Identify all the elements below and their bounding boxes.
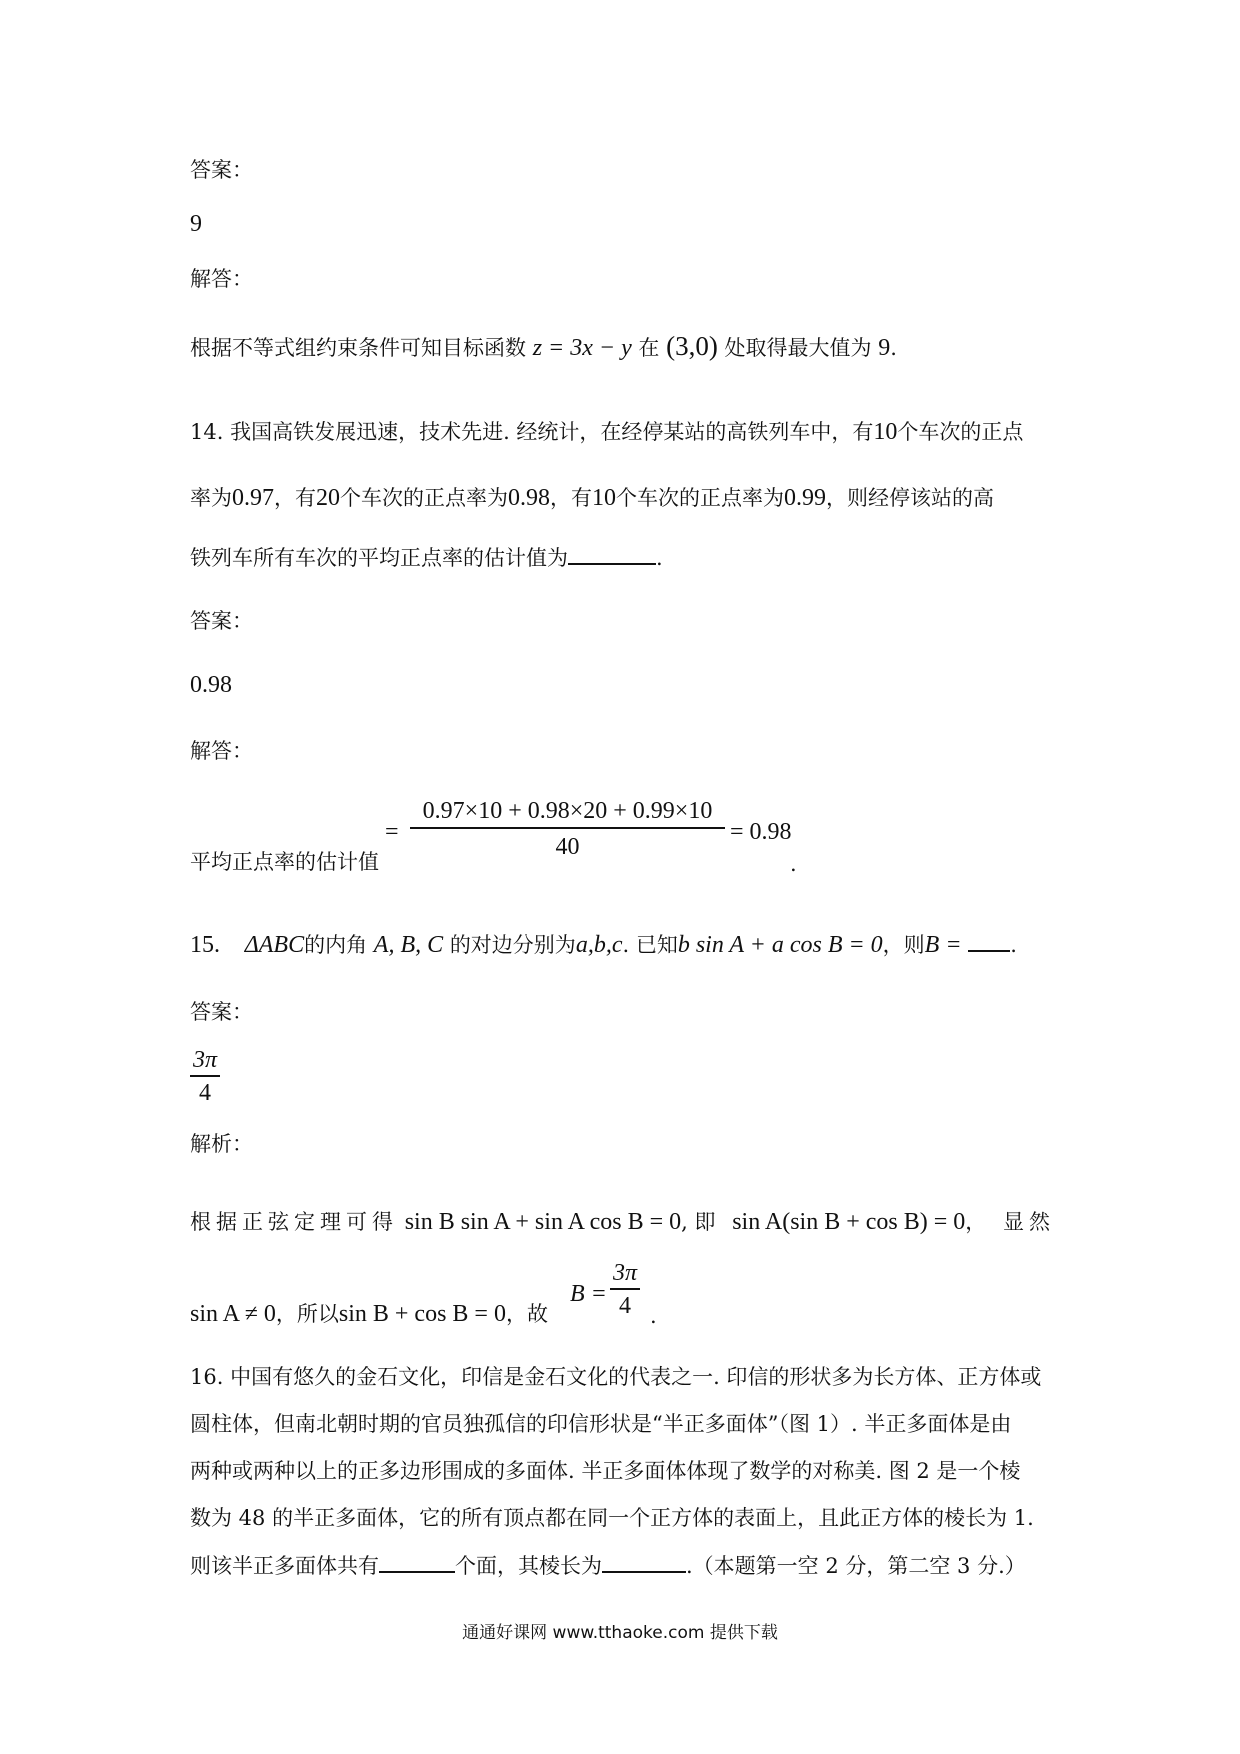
q14-text: 率为 xyxy=(190,486,232,510)
q14-line-2 xyxy=(190,484,994,512)
answer-blank xyxy=(379,1551,455,1573)
q16-text: .（本题第一空 2 分，第二空 3 分.） xyxy=(686,1554,1026,1578)
q15-answer-denominator: 4 xyxy=(199,1080,212,1106)
q14-fraction xyxy=(410,795,725,865)
page-footer: 通通好课网 www.tthaoke.com 提供下载 xyxy=(462,1623,778,1643)
answer-label: 答案： xyxy=(190,609,253,633)
q15-text: 的对边分别为 xyxy=(449,933,576,957)
q14-text: . xyxy=(656,546,663,570)
q15-end: . xyxy=(650,1304,657,1328)
q14-fraction-denominator: 40 xyxy=(555,834,580,860)
q15-triangle: ΔABC xyxy=(244,932,305,958)
q14-rate-1: 0.97 xyxy=(232,485,274,511)
q14-equals: = xyxy=(385,819,399,845)
q16-text: 则该半正多面体共有 xyxy=(190,1554,379,1578)
q13-answer: 9 xyxy=(190,211,202,237)
q15-ask: B = xyxy=(924,932,962,958)
q15-condition: b sin A + a cos B = 0 xyxy=(677,932,883,958)
q13-solution xyxy=(190,332,897,362)
q15-text: ， 显然 xyxy=(965,1210,1055,1234)
q14-text: ，有 xyxy=(274,486,316,510)
q14-text: ，则经停该站的高 xyxy=(826,486,994,510)
q15-text: 根据正弦定理可得 xyxy=(190,1210,398,1234)
answer-label: 答案： xyxy=(190,158,253,182)
q15-text: ，则 xyxy=(882,933,925,957)
q15-text: . xyxy=(1010,933,1017,957)
q14-line-3 xyxy=(190,543,663,572)
q16-text: 个面，其棱长为 xyxy=(455,1554,602,1578)
q15-equation-4: sin B + cos B = 0 xyxy=(338,1301,506,1327)
q16-line-1: 16. 中国有悠久的金石文化，印信是金石文化的代表之一. 印信的形状多为长方体、正方体或 xyxy=(190,1365,1042,1389)
q15-angles: A, B, C xyxy=(373,932,444,958)
q15-result-numerator: 3π xyxy=(610,1258,640,1290)
q15-analysis-line-2 xyxy=(190,1300,548,1328)
q14-rate-2: 0.98 xyxy=(508,485,550,511)
q16-line-4: 数为 48 的半正多面体，它的所有顶点都在同一个正方体的表面上，且此正方体的棱长为 1. xyxy=(190,1506,1034,1530)
answer-blank xyxy=(568,543,656,565)
q14-solution-text: 平均正点率的估计值 xyxy=(190,850,379,874)
q15-text: , 即 xyxy=(681,1210,716,1234)
q14-text: 14. 我国高铁发展迅速，技术先进. 经统计，在经停某站的高铁列车中，有 xyxy=(190,420,874,444)
q14-line-1 xyxy=(190,418,1023,446)
q15-equation-3: sin A ≠ 0 xyxy=(190,1301,276,1327)
q15-text: . 已知 xyxy=(622,933,678,957)
q13-sol-pre: 根据不等式组约束条件可知目标函数 xyxy=(190,336,526,360)
q15-result-fraction xyxy=(610,1258,640,1322)
q15-equation-1: sin B sin A + sin A cos B = 0 xyxy=(404,1209,682,1235)
q14-count-3: 10 xyxy=(592,485,616,511)
q13-max: 9 xyxy=(878,335,891,361)
q14-count-2: 20 xyxy=(316,485,340,511)
q15-result-denominator: 4 xyxy=(619,1293,632,1319)
q15-answer-numerator: 3π xyxy=(190,1045,220,1077)
solution-label: 解答： xyxy=(190,739,253,763)
q13-sol-mid1: 在 xyxy=(638,336,660,360)
q15-equation-2: sin A(sin B + cos B) = 0 xyxy=(732,1209,966,1235)
q14-result: = 0.98 xyxy=(730,819,792,845)
q14-count-1: 10 xyxy=(873,419,898,445)
q16-line-3: 两种或两种以上的正多边形围成的多面体. 半正多面体体现了数学的对称美. 图 2 是一个棱 xyxy=(190,1459,1021,1483)
q15-text: ，所以 xyxy=(275,1302,339,1326)
q14-text: 个车次的正点率为 xyxy=(340,486,508,510)
q14-rate-3: 0.99 xyxy=(784,485,826,511)
q14-text: 个车次的正点 xyxy=(897,420,1024,444)
analysis-label: 解析： xyxy=(190,1132,253,1156)
q14-sol-end: . xyxy=(790,852,797,876)
answer-blank xyxy=(602,1551,686,1573)
q16-line-2: 圆柱体，但南北朝时期的官员独孤信的印信形状是“半正多面体”（图 1）. 半正多面体是由 xyxy=(190,1412,1012,1436)
q13-point: (3,0) xyxy=(666,331,718,361)
solution-label: 解答： xyxy=(190,267,253,291)
q15-sides: a,b,c xyxy=(575,932,623,958)
q15-B: B = xyxy=(570,1281,607,1307)
q13-function: z = 3x − y xyxy=(532,335,632,361)
q15-line xyxy=(190,930,1017,959)
q16-line-5 xyxy=(190,1551,1026,1580)
q15-analysis-line-1 xyxy=(190,1208,1055,1236)
q13-sol-mid2: 处取得最大值为 xyxy=(724,336,872,360)
q14-answer: 0.98 xyxy=(190,672,232,698)
q15-answer xyxy=(190,1045,220,1109)
q14-fraction-numerator: 0.97×10 + 0.98×20 + 0.99×10 xyxy=(410,795,725,829)
q14-text: ，有 xyxy=(550,486,592,510)
q13-sol-end: . xyxy=(890,336,897,360)
q14-text: 个车次的正点率为 xyxy=(616,486,784,510)
answer-blank xyxy=(968,930,1010,952)
q15-number: 15. xyxy=(190,932,220,958)
q15-text: 的内角 xyxy=(304,933,368,957)
q14-text: 铁列车所有车次的平均正点率的估计值为 xyxy=(190,546,568,570)
q15-text: ，故 xyxy=(505,1302,548,1326)
answer-label: 答案： xyxy=(190,1000,253,1024)
